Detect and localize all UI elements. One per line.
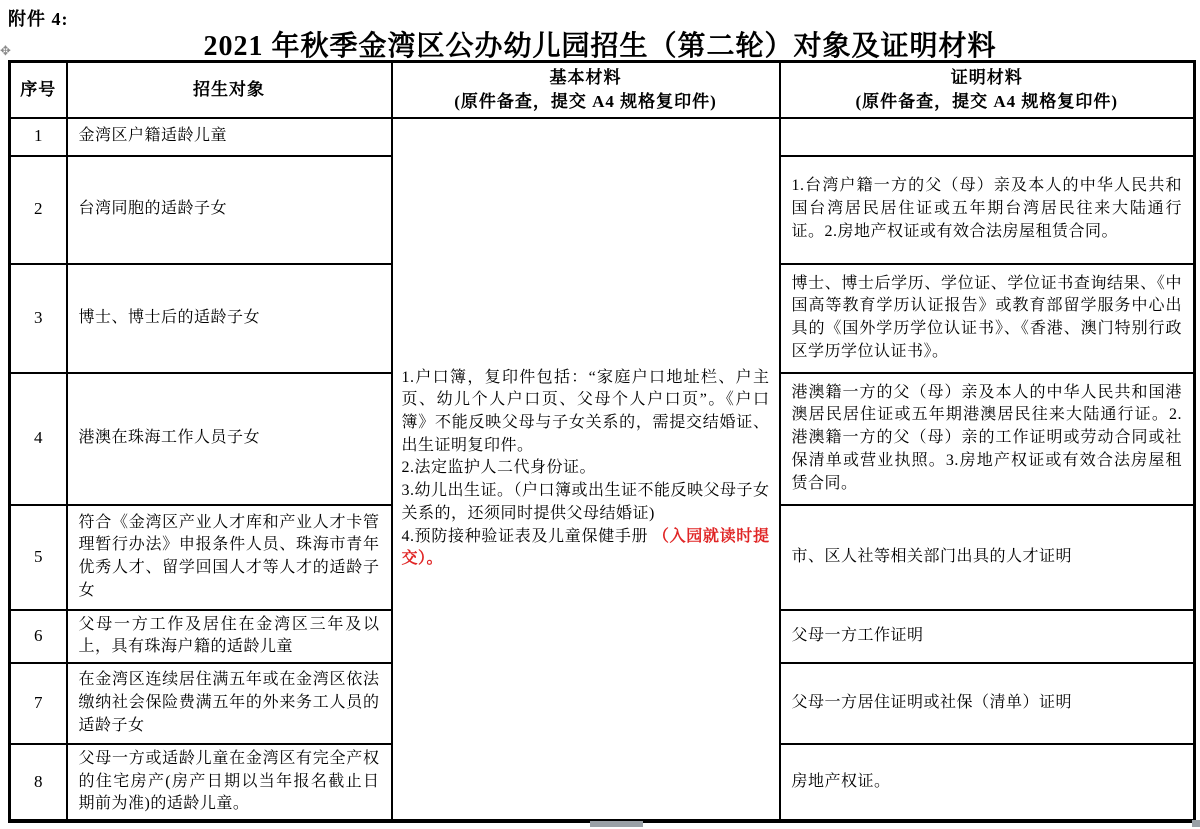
- resize-handle[interactable]: [1192, 820, 1200, 827]
- table-move-handle-icon[interactable]: ✥: [0, 44, 11, 59]
- basic-item-4-red-note: （入园就读时提交）。: [401, 527, 770, 568]
- header-proof: [780, 62, 1195, 118]
- row-number: 3: [10, 264, 67, 373]
- row-target: 符合《金湾区产业人才库和产业人才卡管理暂行办法》申报条件人员、珠海市青年优秀人才、留学回国人才等人才的适龄子女: [67, 505, 392, 610]
- row-number: 7: [10, 663, 67, 744]
- header-basic: [392, 62, 780, 118]
- row-proof: 港澳籍一方的父（母）亲及本人的中华人民共和国港澳居民居住证或五年期港澳居民往来大陆通行证。2.港澳籍一方的父（母）亲的工作证明或劳动合同或社保清单或营业执照。3.房地产权证或有效合法房屋租赁合同。: [780, 373, 1195, 505]
- row-target: 港澳在珠海工作人员子女: [67, 373, 392, 505]
- header-basic-title: 基本材料: [549, 67, 622, 87]
- row-target: 在金湾区连续居住满五年或在金湾区依法缴纳社会保险费满五年的外来务工人员的适龄子女: [67, 663, 392, 744]
- header-target: 招生对象: [67, 62, 392, 118]
- basic-item-1: 1.户口簿，复印件包括：“家庭户口地址栏、户主页、幼儿个人户口页、父母个人户口页”。《户口簿》不能反映父母与子女关系的，需提交结婚证、出生证明复印件。: [401, 368, 770, 454]
- row-target: 父母一方或适龄儿童在金湾区有完全产权的住宅房产(房产日期以当年报名截止日期前为准)的适龄儿童。: [67, 744, 392, 821]
- row-target: 台湾同胞的适龄子女: [67, 156, 392, 264]
- scrollbar-thumb[interactable]: [590, 821, 643, 827]
- row-number: 4: [10, 373, 67, 505]
- attachment-label: 附件 4:: [8, 9, 69, 29]
- row-proof: 房地产权证。: [780, 744, 1195, 821]
- row-target: 博士、博士后的适龄子女: [67, 264, 392, 373]
- row-target: 金湾区户籍适龄儿童: [67, 118, 392, 156]
- row-proof: [780, 118, 1195, 156]
- row-number: 5: [10, 505, 67, 610]
- basic-item-3: 3.幼儿出生证。（户口簿或出生证不能反映父母子女关系的，还须同时提供父母结婚证): [401, 482, 770, 522]
- row-number: 6: [10, 610, 67, 663]
- header-proof-title: 证明材料: [950, 67, 1023, 87]
- table-header-row: [10, 62, 1195, 118]
- row-proof: 市、区人社等相关部门出具的人才证明: [780, 505, 1195, 610]
- row-proof: 父母一方工作证明: [780, 610, 1195, 663]
- enrollment-table: [8, 60, 1196, 823]
- row-number: 8: [10, 744, 67, 821]
- row-number: 1: [10, 118, 67, 156]
- page-title: 2021 年秋季金湾区公办幼儿园招生（第二轮）对象及证明材料: [203, 31, 997, 62]
- basic-materials-cell: [392, 118, 780, 822]
- row-proof: 博士、博士后学历、学位证、学位证书查询结果、《中国高等教育学历认证报告》或教育部留学服务中心出具的《国外学历学位认证书》、《香港、澳门特别行政区学历学位认证书》。: [780, 264, 1195, 373]
- table-row: [10, 118, 1195, 156]
- row-target: 父母一方工作及居住在金湾区三年及以上，具有珠海户籍的适龄儿童: [67, 610, 392, 663]
- row-proof: 父母一方居住证明或社保（清单）证明: [780, 663, 1195, 744]
- row-proof: 1.台湾户籍一方的父（母）亲及本人的中华人民共和国台湾居民居住证或五年期台湾居民往来大陆通行证。2.房地产权证或有效合法房屋租赁合同。: [780, 156, 1195, 264]
- header-basic-subtitle: (原件备查，提交 A4 规格复印件): [454, 91, 717, 111]
- header-proof-subtitle: (原件备查，提交 A4 规格复印件): [855, 91, 1119, 111]
- basic-item-4: [402, 526, 770, 571]
- header-no: 序号: [10, 62, 67, 118]
- basic-item-2: 2.法定监护人二代身份证。: [401, 459, 597, 477]
- row-number: 2: [10, 156, 67, 264]
- basic-item-4-text: 4.预防接种验证表及儿童保健手册: [401, 527, 653, 545]
